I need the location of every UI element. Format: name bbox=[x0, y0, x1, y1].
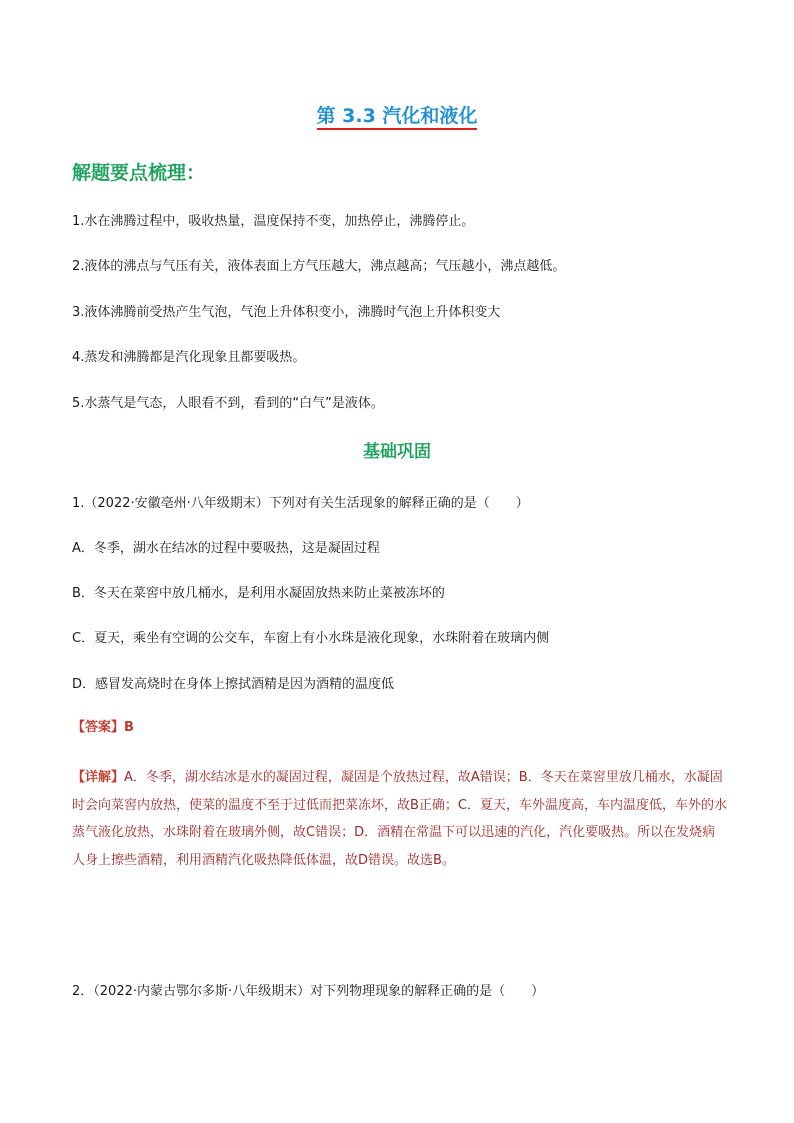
detail-text: A．冬季，湖水结冰是水的凝固过程，凝固是个放热过程，故A错误；B．冬天在菜窖里放几桶水，水凝固时会向菜窖内放热，使菜的温度不至于过低而把菜冻坏，故B正确；C．夏天，车外温度高，车内温度低，车外的水蒸气液化放热，水珠附着在玻璃外侧，故C错误；D．酒精在常温下可以迅速的汽化，汽化要吸热。所以在发烧病人身上擦些酒精，利用酒精汽化吸热降低体温，故D错误。故选B。 bbox=[72, 770, 727, 868]
detail-tag: 【详解】 bbox=[72, 770, 125, 785]
summary-point-1: 1.水在沸腾过程中，吸收热量，温度保持不变，加热停止，沸腾停止。 bbox=[72, 214, 475, 229]
page-title: 第 3.3 汽化和液化 bbox=[0, 103, 794, 129]
question-1-detail bbox=[72, 764, 728, 874]
question-2-stem: 2．（2022·内蒙古鄂尔多斯·八年级期末）对下列物理现象的解释正确的是（ ） bbox=[72, 984, 545, 999]
summary-point-2: 2.液体的沸点与气压有关，液体表面上方气压越大，沸点越高；气压越小，沸点越低。 bbox=[72, 259, 566, 274]
section-heading: 基础巩固 bbox=[363, 442, 431, 462]
summary-point-3: 3.液体沸腾前受热产生气泡，气泡上升体积变小，沸腾时气泡上升体积变大 bbox=[72, 305, 501, 320]
question-1-option-b: B．冬天在菜窖中放几桶水，是利用水凝固放热来防止菜被冻坏的 bbox=[72, 586, 445, 601]
question-1-answer: 【答案】B bbox=[72, 720, 134, 735]
question-1-stem: 1.（2022·安徽亳州·八年级期末）下列对有关生活现象的解释正确的是（ ） bbox=[72, 496, 529, 511]
summary-point-5: 5.水蒸气是气态，人眼看不到，看到的“白气”是液体。 bbox=[72, 396, 384, 411]
summary-heading: 解题要点梳理： bbox=[72, 162, 206, 184]
summary-point-4: 4.蒸发和沸腾都是汽化现象且都要吸热。 bbox=[72, 350, 306, 365]
question-1-option-a: A．冬季，湖水在结冰的过程中要吸热，这是凝固过程 bbox=[72, 541, 380, 556]
question-1-option-c: C．夏天，乘坐有空调的公交车，车窗上有小水珠是液化现象，水珠附着在玻璃内侧 bbox=[72, 631, 550, 646]
question-1-option-d: D．感冒发高烧时在身体上擦拭酒精是因为酒精的温度低 bbox=[72, 677, 395, 692]
